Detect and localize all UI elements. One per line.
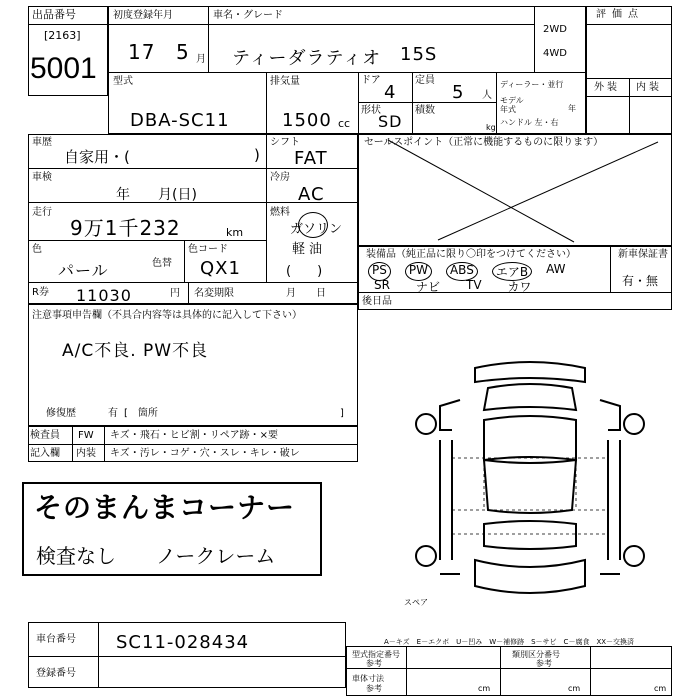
equip-pw: PW: [405, 262, 432, 281]
equipment-items-row2: [374, 278, 532, 295]
recycle-unit: 円: [170, 288, 180, 299]
color-label: 色: [32, 244, 42, 255]
stamp-title: そのまんまコーナー: [34, 491, 296, 524]
first-reg-year: 17: [128, 40, 156, 64]
repair-close: ]: [340, 408, 344, 419]
history-close: ): [254, 146, 260, 164]
equip-navi: ナビ: [415, 280, 440, 294]
capacity-unit: 人: [482, 90, 492, 101]
car-damage-diagram: [400, 360, 660, 610]
mileage-unit: km: [226, 226, 244, 239]
recycle-label: R券: [32, 287, 49, 298]
warranty-value: 有・無: [622, 274, 659, 288]
int-inspect-label: 内装: [76, 448, 96, 459]
cm-unit-2: cm: [568, 684, 581, 693]
chassis-value: SC11-028434: [116, 632, 250, 653]
drive-4wd: 4WD: [543, 48, 567, 59]
after-label: 後日品: [362, 296, 392, 307]
reg-label: 登録番号: [36, 668, 76, 679]
shape-value: SD: [378, 112, 403, 131]
displacement-value: 1500: [282, 110, 332, 131]
inspection-text: 年 月(日): [116, 187, 197, 203]
mileage-value: 9万1千232: [70, 216, 181, 240]
model-designation-label: 型式指定番号: [352, 650, 400, 659]
car-name: ティーダラティオ: [232, 48, 382, 69]
lot-number: 5001: [30, 52, 97, 85]
notes-text: A/C不良. PW不良: [62, 341, 209, 361]
handle-label: ハンドル 左・右: [500, 118, 559, 127]
grade: 15S: [400, 44, 438, 65]
year-unit: 年: [568, 104, 576, 113]
capacity-label: 定員: [415, 75, 435, 86]
ac-label: 冷房: [270, 172, 290, 183]
inspector-label: 検査員: [30, 430, 60, 441]
shape-label: 形状: [361, 105, 381, 116]
notes-box: [28, 304, 358, 426]
cm-unit-3: cm: [654, 684, 667, 693]
first-reg-label: 初度登録年月: [113, 10, 173, 21]
history-label: 車歴: [32, 137, 52, 148]
notes-label: 注意事項申告欄（不具合内容等は具体的に記入して下さい）: [32, 310, 302, 321]
fuel-gas: ガソリン: [290, 222, 343, 237]
shift-label: シフト: [270, 137, 300, 148]
ref-label-3: 参考: [366, 684, 382, 693]
doors-label: ドア: [361, 75, 381, 86]
ref-label-2: 参考: [536, 659, 552, 668]
ext-label: 外装: [594, 82, 620, 93]
entry-label: 記入欄: [30, 448, 60, 459]
size-label: 車体寸法: [352, 674, 384, 683]
name-change-label: 名変期限: [194, 288, 234, 299]
history-value: 自家用・(: [64, 148, 130, 166]
drive-2wd: 2WD: [543, 24, 567, 35]
model-year-label: モデル年式: [500, 96, 524, 114]
model-value: DBA-SC11: [130, 110, 230, 131]
displacement-label: 排気量: [270, 76, 300, 87]
ref-label-1: 参考: [366, 659, 382, 668]
chassis-label: 車台番号: [36, 634, 76, 645]
fw-label: FW: [78, 430, 94, 441]
equip-ps: PS: [368, 262, 391, 281]
eval-label: 評価点: [596, 9, 644, 20]
lot-label: 出品番号: [32, 8, 76, 21]
name-change-text: 月 日: [286, 288, 326, 299]
color-value: パール: [58, 261, 109, 280]
displacement-unit: cc: [338, 117, 351, 130]
equip-aw: AW: [546, 262, 566, 276]
fuel-label: 燃料: [270, 207, 290, 218]
doors-value: 4: [384, 82, 397, 103]
dealer-label: ディーラー・並行: [500, 80, 564, 89]
repair-paren: [ 箇所: [124, 408, 158, 419]
sales-points-crossout: [358, 134, 672, 246]
damage-legend: A－キズ E－エクボ U－凹み W－補修跡 S－サビ C－腐食 XX－交換済: [384, 638, 635, 646]
cm-unit-1: cm: [478, 684, 491, 693]
ac-value: AC: [298, 184, 325, 205]
first-reg-month: 5: [176, 40, 190, 64]
shift-value: FAT: [294, 148, 328, 169]
inspection-label: 車検: [32, 172, 52, 183]
stamp-subtitle: 検査なし ノークレーム: [36, 544, 276, 568]
equip-abs: ABS: [446, 262, 478, 281]
lot-sub: [2163]: [44, 29, 81, 42]
load-label: 積数: [415, 105, 435, 116]
fuel-paren: ( ): [286, 264, 323, 279]
sales-points-label: セールスポイント（正常に機能するものに限ります）: [364, 137, 604, 148]
fw-items: キズ・飛石・ヒビ割・リペア跡・×要: [110, 430, 278, 441]
repair-label: 修復歴: [46, 408, 76, 419]
fuel-diesel: 軽油: [292, 242, 327, 257]
category-label: 類別区分番号: [512, 650, 560, 659]
warranty-label: 新車保証書: [618, 249, 668, 260]
equip-sr: SR: [374, 278, 390, 292]
spare-label: スペア: [404, 598, 428, 607]
repair-value: 有: [108, 408, 118, 419]
int-label: 内装: [636, 82, 662, 93]
recycle-value: 11030: [76, 286, 132, 305]
car-name-label: 車名・グレード: [213, 10, 283, 21]
equipment-label: 装備品（純正品に限り〇印をつけてください）: [366, 249, 576, 260]
month-unit: 月: [196, 54, 206, 65]
model-label: 型式: [113, 76, 133, 87]
capacity-value: 5: [452, 82, 465, 103]
equip-airbag: エアB: [492, 262, 532, 281]
equip-leather: カワ: [507, 280, 532, 294]
load-unit: kg: [486, 123, 496, 132]
color-change-label: 色替: [152, 258, 172, 269]
int-items: キズ・汚レ・コゲ・穴・スレ・キレ・破レ: [110, 448, 300, 459]
equip-tv: TV: [465, 278, 482, 292]
fuel-selected-circle: [298, 212, 328, 238]
color-code-label: 色コード: [188, 244, 228, 255]
mileage-label: 走行: [32, 207, 52, 218]
color-code-value: QX1: [200, 258, 241, 279]
